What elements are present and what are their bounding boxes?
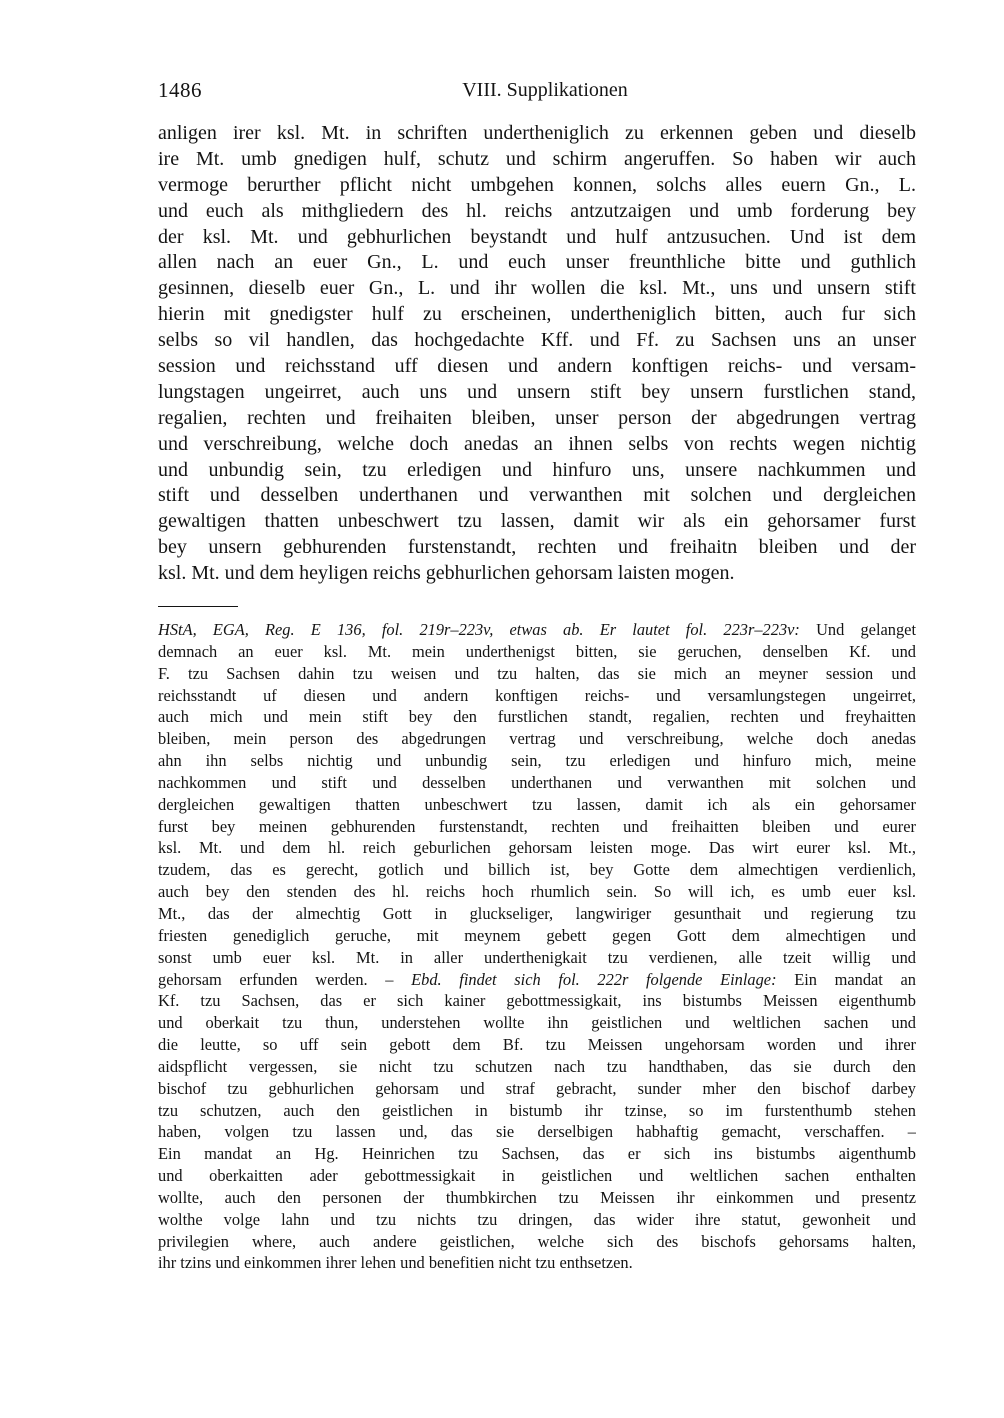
footnote-line: [158, 1209, 916, 1231]
footnote-line: [158, 641, 916, 663]
footnote-line: [158, 990, 916, 1012]
footnote-text-segment: dergleichen gewaltigen thatten unbeschwert tzu lassen, damit ich als ein gehorsamer: [158, 794, 916, 814]
body-line: allen nach an euer Gn., L. und euch unser freunthliche bitte und guthlich: [158, 251, 916, 274]
body-line: anligen irer ksl. Mt. in schriften undertheniglich zu erkennen geben und dieselb: [158, 122, 916, 144]
footnote-text-segment: demnach an euer ksl. Mt. mein underthenigst bitten, sie geruchen, denselben Kf. und: [158, 641, 916, 661]
footnote-line: [158, 947, 916, 969]
footnote-line: [158, 1100, 916, 1122]
footnote-text-segment: ahn ihn selbs nichtig und unbundig sein, tzu erledigen und hinfuro mich, meine: [158, 751, 916, 771]
footnote-text-segment: aidspflicht vergessen, sie nicht tzu schutzen nach tzu handthaben, das sie durch den: [158, 1056, 916, 1076]
body-line: stift und desselben underthanen und verwanthen mit solchen und dergleichen: [158, 484, 916, 507]
footnote-text-segment: ksl. Mt. und dem hl. reich geburlichen gehorsam leisten moge. Das wirt eurer ksl. Mt.,: [158, 838, 916, 858]
footnote-line: [158, 1187, 916, 1209]
footnote-line: [158, 859, 916, 881]
footnote-text-segment: ihr tzins und einkommen ihrer lehen und benefitien nicht tzu enthsetzen.: [158, 1253, 633, 1273]
footnote-text-segment: gehorsam erfunden werden. –: [158, 969, 412, 989]
body-line: ksl. Mt. und dem heyligen reichs gebhurlichen gehorsam laisten mogen.: [158, 562, 735, 585]
footnote-text-segment: Mt., das der almechtig Gott in gluckseliger, langwiriger gesunthait und regierung tzu: [158, 903, 916, 923]
footnote-text-segment: Und gelanget: [816, 620, 916, 639]
footnote-line: [158, 1165, 916, 1187]
footnote-text-segment: und oberkait tzu thun, understehen wollte ihn geistlichen und weltlichen sachen und: [158, 1013, 916, 1033]
footnote-line: [158, 619, 916, 641]
body-line: session und reichsstand uff diesen und andern konftigen reichs- und versam-: [158, 355, 916, 378]
footnote-text-segment: furst bey meinen gebhurenden furstenstandt, rechten und freihaitten bleiben und eurer: [158, 816, 916, 836]
footnote-line: [158, 1078, 916, 1100]
body-line: ire Mt. umb gnedigen hulf, schutz und schirm angeruffen. So haben wir auch: [158, 147, 916, 170]
footnote-text-segment: wollte, auch den personen der thumbkirchen tzu Meissen ihr einkommen und presentz: [158, 1187, 916, 1207]
footnote-line: [158, 1012, 916, 1034]
footnote-text-segment: auch bey den stenden des hl. reichs hoch rhumlich sein. So will ich, es umb euer ksl.: [158, 882, 916, 902]
footnote-text-segment: bischof tzu gebhurlichen gehorsam und straf gebracht, sunder mher den bischof darbey: [158, 1078, 916, 1098]
footnote-line: [158, 903, 916, 925]
footnote-text-segment: bleiben, mein person des abgedrungen vertrag und verschreibung, welche doch anedas: [158, 729, 916, 749]
footnote-text: [158, 619, 916, 1274]
body-line: regalien, rechten und freihaiten bleiben, unser person der abgedrungen vertrag: [158, 406, 916, 429]
footnote-text-segment: sonst umb euer ksl. Mt. in aller underthenigkait tzu verdienen, alle tzeit willig und: [158, 947, 916, 967]
footnote-text-segment: F. tzu Sachsen dahin tzu weisen und tzu halten, das sie mich an meyner session und: [158, 663, 916, 683]
footnote-line: [158, 772, 916, 794]
footnote-line: [158, 816, 916, 838]
footnote-text-segment: auch mich und mein stift bey den furstlichen standt, regalien, rechten und freyhaitten: [158, 707, 916, 727]
footnote-text-segment: Ein mandat an Hg. Heinrichen tzu Sachsen, das er sich ins bistumbs aigenthumb: [158, 1144, 916, 1164]
footnote-line: [158, 1252, 916, 1274]
body-line: und verschreibung, welche doch anedas an ihnen selbs von rechts wegen nichtig: [158, 432, 916, 455]
footnote-source-reference: HStA, EGA, Reg. E 136, fol. 219r–223v, etwas ab. Er lautet fol. 223r–223v:: [158, 620, 817, 639]
body-line: hierin mit gnedigster hulf zu erscheinen, undertheniglich bitten, auch fur sich: [158, 303, 916, 326]
body-line: vermoge berurther pflicht nicht umbgehen konnen, solchs alles euern Gn., L.: [158, 173, 916, 196]
footnote-line: [158, 663, 916, 685]
footnote-text-segment: tzu schutzen, auch den geistlichen in bistumb ihr tzinse, so im furstenthumb stehen: [158, 1100, 916, 1120]
footnote-line: [158, 728, 916, 750]
running-head-title: VIII. Supplikationen: [462, 79, 628, 101]
footnote-line: [158, 1121, 916, 1143]
body-line: gesinnen, dieselb euer Gn., L. und ihr wollen die ksl. Mt., uns und unsern stift: [158, 277, 916, 300]
body-line: der ksl. Mt. und gebhurlichen beystandt und hulf antzusuchen. Und ist dem: [158, 225, 916, 248]
body-line: und euch als mithgliedern des hl. reichs antzutzaigen und umb forderung bey: [158, 199, 916, 222]
footnote-text-segment: reichsstandt uf diesen und andern konftigen reichs- und versamlungstegen ungeirret,: [158, 685, 916, 705]
footnote-line: [158, 1034, 916, 1056]
body-line: und unbundig sein, tzu erledigen und hinfuro uns, unsere nachkummen und: [158, 458, 916, 481]
footnote-text-segment: haben, volgen tzu lassen und, das sie derselbigen habhaftig gemacht, verschaffen. –: [158, 1122, 916, 1142]
footnote-line: [158, 1056, 916, 1078]
footnote-text-segment: privilegien where, auch andere geistlichen, welche sich des bischofs gehorsams halten,: [158, 1231, 916, 1251]
footnote-line: [158, 881, 916, 903]
footnote-text-segment: wolthe volge lahn und tzu nichts tzu dringen, das wider ihre statut, gewonheit und: [158, 1209, 916, 1229]
footnote-line: [158, 1143, 916, 1165]
footnote-text-segment: und oberkaitten ader gebottmessigkait in geistlichen und weltlichen sachen enthalten: [158, 1166, 916, 1186]
footnote-text-segment: Kf. tzu Sachsen, das er sich kainer gebottmessigkait, ins bistumbs Meissen eigenthumb: [158, 991, 916, 1011]
footnote-line: [158, 925, 916, 947]
page-number: 1486: [158, 78, 202, 102]
body-paragraph: [158, 121, 916, 587]
footnote-line: [158, 794, 916, 816]
body-line: gewaltigen thatten unbeschwert tzu lassen, damit wir als ein gehorsamer furst: [158, 510, 916, 533]
running-header: [158, 78, 916, 106]
body-line: bey unsern gebhurenden furstenstandt, rechten und freihaitn bleiben und der: [158, 536, 916, 559]
footnote-line: [158, 750, 916, 772]
footnote-text-segment: friesten genediglich geruche, mit meynem gebett gegen Gott dem almechtigen und: [158, 925, 916, 945]
footnote-line: [158, 706, 916, 728]
footnote-line: [158, 685, 916, 707]
footnote-separator-rule: [158, 606, 238, 607]
footnote-text-segment: die leutte, so uff sein gebott dem Bf. tzu Meissen ungehorsam worden und ihrer: [158, 1035, 916, 1055]
footnote-line: [158, 1231, 916, 1253]
footnote-text-segment: tzudem, das es gerecht, gotlich und billich ist, bey Gotte dem almechtigen verdienlich,: [158, 860, 916, 880]
footnote-line: [158, 837, 916, 859]
footnote-text-segment: Ein mandat an: [794, 969, 916, 989]
body-line: selbs so vil handlen, das hochgedachte Kff. und Ff. zu Sachsen uns an unser: [158, 329, 916, 352]
footnote-text-segment: nachkommen und stift und desselben underthanen und verwanthen mit solchen und: [158, 772, 916, 792]
body-line: lungstagen ungeirret, auch uns und unsern stift bey unsern furstlichen stand,: [158, 380, 916, 403]
footnote-line: [158, 969, 916, 991]
footnote-source-reference: Ebd. findet sich fol. 222r folgende Einlage:: [411, 969, 795, 989]
